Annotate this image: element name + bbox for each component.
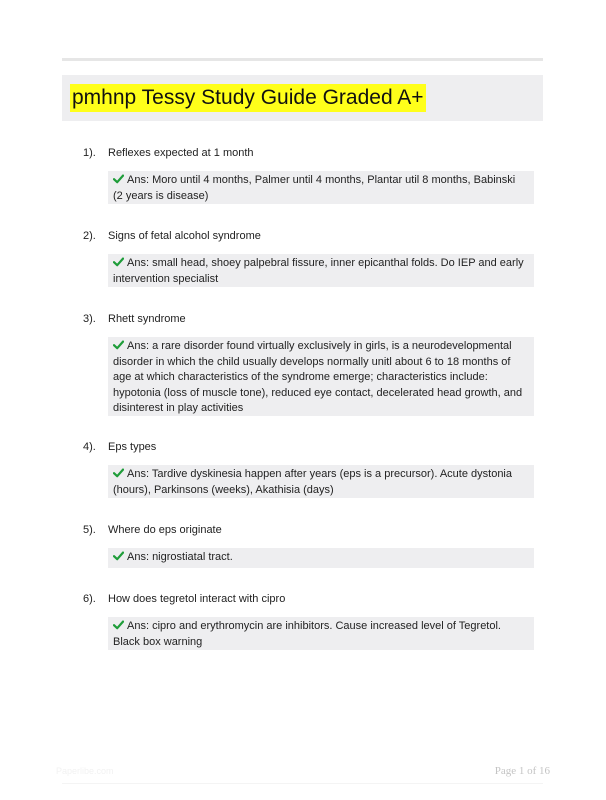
- question-number: 6).: [83, 593, 96, 605]
- question-number: 4).: [83, 441, 96, 453]
- check-icon: [113, 257, 124, 267]
- check-icon: [113, 468, 124, 478]
- question-text: Eps types: [108, 441, 157, 453]
- check-icon: [113, 551, 124, 561]
- answer-text: Ans: Moro until 4 months, Palmer until 4 months, Plantar util 8 months, Babinski (2 years is disease): [113, 174, 516, 202]
- answer-text: Ans: nigrostiatal tract.: [127, 551, 233, 563]
- check-icon: [113, 620, 124, 630]
- question-text: How does tegretol interact with cipro: [108, 593, 286, 605]
- answer-box: [108, 548, 534, 568]
- question-text: Rhett syndrome: [108, 313, 186, 325]
- answer-text: Ans: Tardive dyskinesia happen after years (eps is a precursor). Acute dystonia (hours), Parkinsons (weeks), Akathisia (days): [113, 468, 512, 496]
- question-text: Signs of fetal alcohol syndrome: [108, 230, 261, 242]
- page-title: pmhnp Tessy Study Guide Graded A+: [70, 84, 426, 112]
- answer-box: [108, 465, 534, 498]
- answer-text: Ans: a rare disorder found virtually exclusively in girls, is a neurodevelopmental disorder in which the child usually develops normally unitl about 6 to 18 months of age at which characteristics of the syndrome emerge; characteristics include: hypotonia (loss of muscle tone), reduced eye contact, decelerated head growth, and disinterest in play activities: [113, 340, 523, 414]
- question-number: 5).: [83, 524, 96, 536]
- question-text: Reflexes expected at 1 month: [108, 147, 254, 159]
- footer-watermark: Paperlibe.com: [56, 766, 114, 776]
- question-number: 3).: [83, 313, 96, 325]
- answer-box: [108, 171, 534, 204]
- question-text: Where do eps originate: [108, 524, 222, 536]
- check-icon: [113, 340, 124, 350]
- bottom-divider: [62, 783, 543, 784]
- answer-box: [108, 254, 534, 287]
- question-number: 1).: [83, 147, 96, 159]
- top-divider: [62, 58, 543, 61]
- page-number: Page 1 of 16: [494, 765, 550, 777]
- answer-box: [108, 337, 534, 416]
- title-banner: [62, 75, 543, 121]
- check-icon: [113, 174, 124, 184]
- answer-box: [108, 617, 534, 650]
- answer-text: Ans: cipro and erythromycin are inhibitors. Cause increased level of Tegretol. Black box warning: [113, 620, 501, 648]
- answer-text: Ans: small head, shoey palpebral fissure, inner epicanthal folds. Do IEP and early intervention specialist: [113, 257, 524, 285]
- question-number: 2).: [83, 230, 96, 242]
